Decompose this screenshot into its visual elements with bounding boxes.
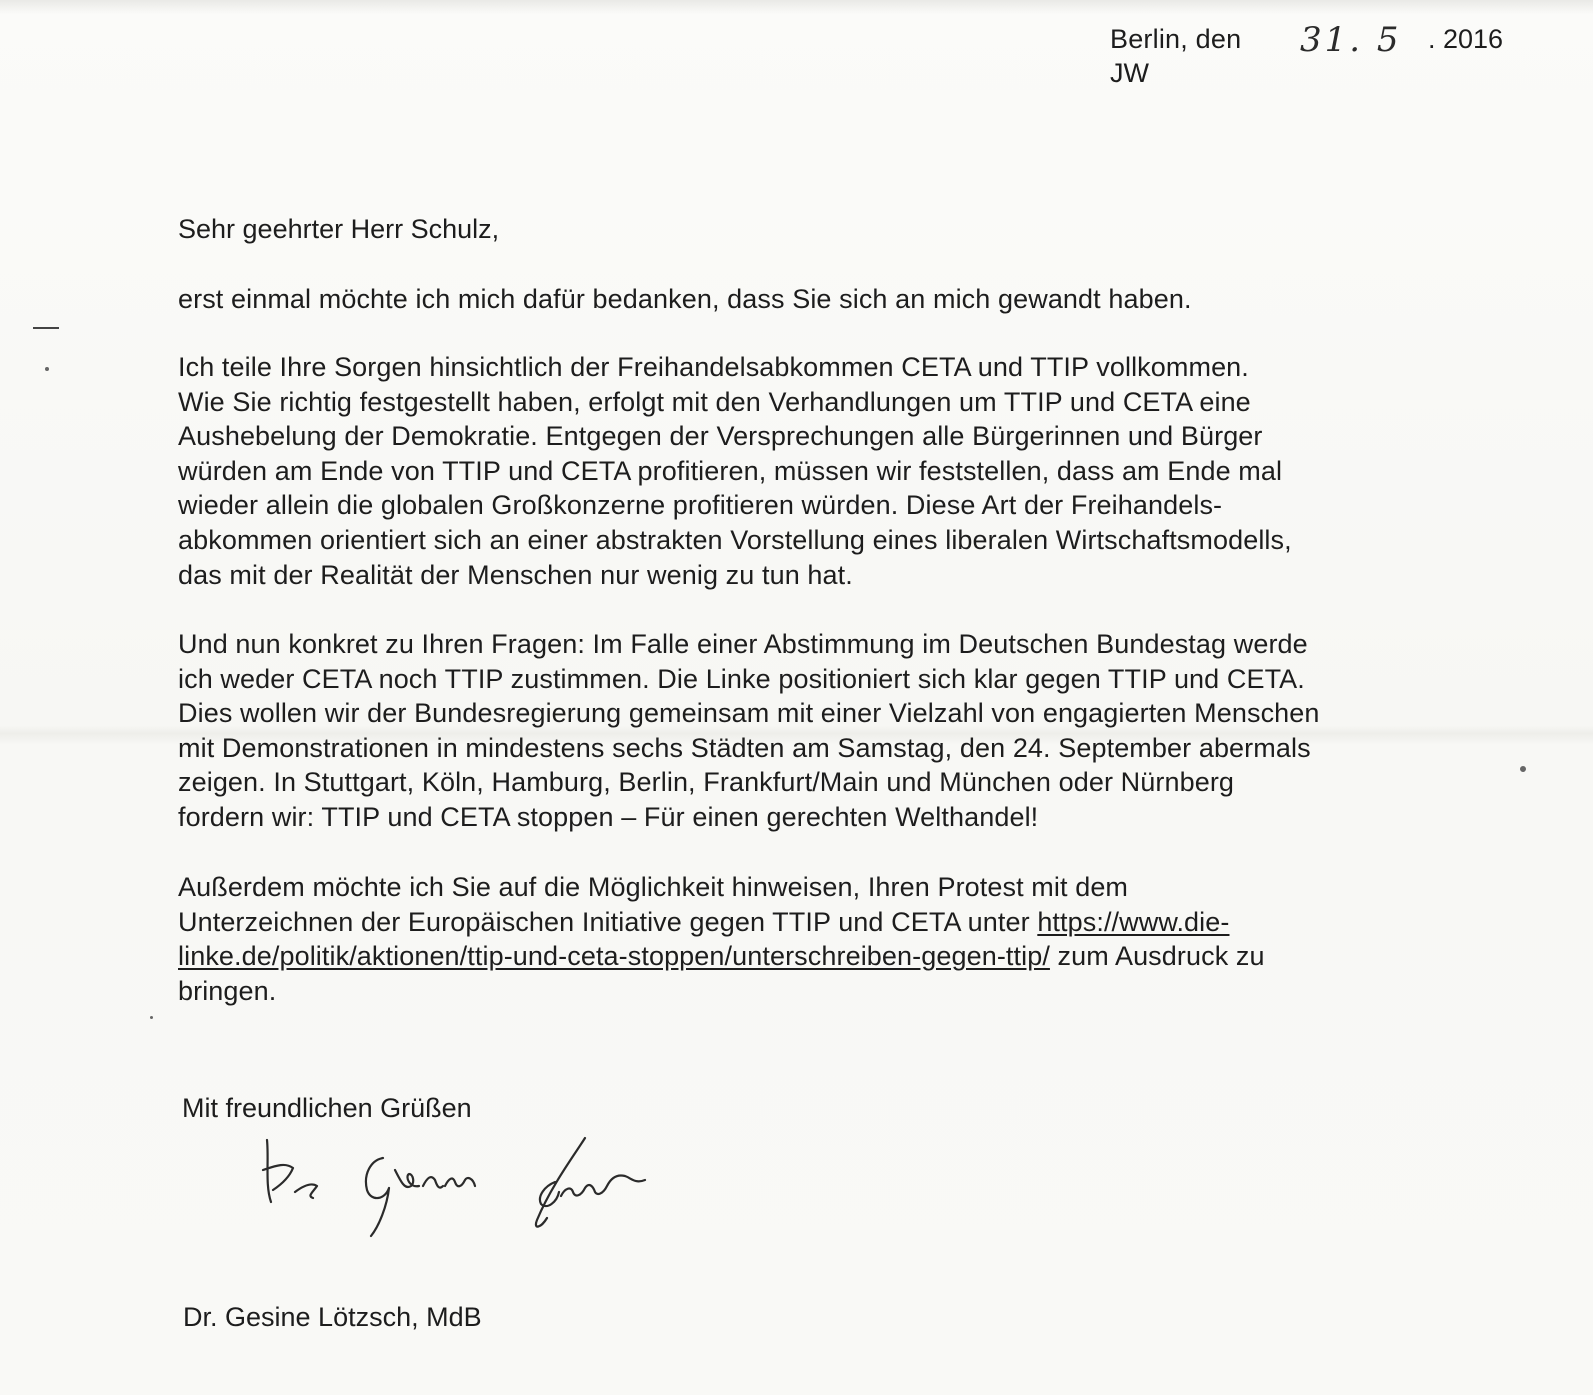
fold-mark	[33, 327, 59, 329]
paragraph-line: das mit der Realität der Menschen nur wenig zu tun hat.	[178, 559, 853, 590]
paragraph-line: Dies wollen wir der Bundesregierung gemeinsam mit einer Vielzahl von engagierten Menschen	[178, 698, 1320, 729]
paragraph-thanks: erst einmal möchte ich mich dafür bedanken, dass Sie sich an mich gewandt haben.	[178, 284, 1192, 314]
scan-speck	[45, 367, 49, 371]
paragraph-line: fordern wir: TTIP und CETA stoppen – Für einen gerechten Welthandel!	[178, 801, 1039, 832]
paragraph-line: wieder allein die globalen Großkonzerne profitieren würden. Diese Art der Freihandels-	[178, 490, 1223, 521]
paragraph-line: Wie Sie richtig festgestellt haben, erfolgt mit den Verhandlungen um TTIP und CETA eine	[178, 386, 1251, 417]
closing-phrase: Mit freundlichen Grüßen	[182, 1093, 472, 1123]
header-place: Berlin, den	[1110, 24, 1242, 54]
paragraph-concerns	[178, 350, 1448, 592]
header-initials: JW	[1110, 58, 1149, 88]
paragraph-position	[178, 627, 1448, 835]
scan-speck	[150, 1016, 153, 1019]
paragraph-line: abkommen orientiert sich an einer abstrakten Vorstellung eines liberalen Wirtschaftsmodells,	[178, 524, 1292, 555]
signature-drawing	[255, 1130, 675, 1240]
handwritten-date: 31. 5	[1300, 20, 1402, 60]
paragraph-line: Aushebelung der Demokratie. Entgegen der Versprechungen alle Bürgerinnen und Bürger	[178, 421, 1263, 452]
paragraph-line: bringen.	[178, 975, 277, 1006]
paragraph-line: würden am Ende von TTIP und CETA profitieren, müssen wir feststellen, dass am Ende mal	[178, 455, 1283, 486]
petition-link-part-2[interactable]: linke.de/politik/aktionen/ttip-und-ceta-stoppen/unterschreiben-gegen-ttip/	[178, 941, 1050, 972]
paragraph-line: Ich teile Ihre Sorgen hinsichtlich der Freihandelsabkommen CETA und TTIP vollkommen.	[178, 352, 1249, 382]
scan-speck	[1520, 766, 1526, 772]
paragraph-petition	[178, 870, 1448, 1008]
paragraph-line: zeigen. In Stuttgart, Köln, Hamburg, Berlin, Frankfurt/Main und München oder Nürnberg	[178, 767, 1235, 798]
paragraph-line: zum Ausdruck zu	[1049, 941, 1265, 972]
paragraph-line: ich weder CETA noch TTIP zustimmen. Die Linke positioniert sich klar gegen TTIP und CETA.	[178, 663, 1305, 694]
scan-edge-shadow	[0, 0, 1593, 14]
header-year: . 2016	[1428, 24, 1504, 54]
signer-name: Dr. Gesine Lötzsch, MdB	[183, 1302, 482, 1332]
paragraph-line: Und nun konkret zu Ihren Fragen: Im Falle einer Abstimmung im Deutschen Bundestag werde	[178, 629, 1308, 659]
paragraph-line: Unterzeichnen der Europäischen Initiative gegen TTIP und CETA unter	[178, 906, 1038, 937]
paragraph-line: mit Demonstrationen in mindestens sechs Städten am Samstag, den 24. September abermals	[178, 732, 1311, 763]
salutation: Sehr geehrter Herr Schulz,	[178, 214, 500, 244]
paragraph-line: Außerdem möchte ich Sie auf die Möglichkeit hinweisen, Ihren Protest mit dem	[178, 872, 1129, 902]
petition-link-part-1[interactable]: https://www.die-	[1037, 906, 1230, 937]
